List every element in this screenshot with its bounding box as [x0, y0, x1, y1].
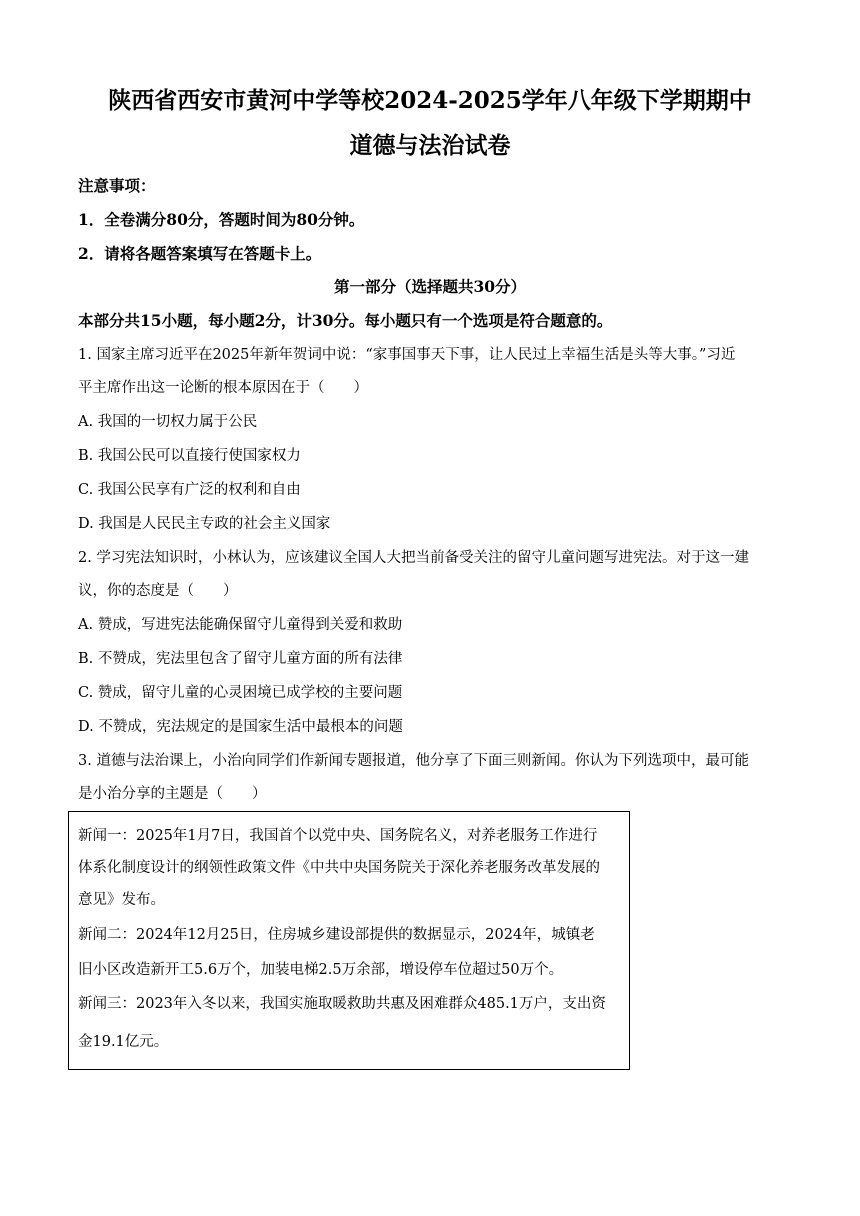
notice-heading: 注意事项： — [78, 176, 156, 195]
exam-title-line2: 道德与法治试卷 — [349, 132, 511, 159]
question-2-option-a: A. 赞成，写进宪法能确保留守儿童得到关爱和救助 — [78, 617, 403, 633]
question-1-option-c: C. 我国公民享有广泛的权利和自由 — [78, 482, 301, 498]
notice-item-1: 1．全卷满分80分，答题时间为80分钟。 — [78, 210, 365, 229]
question-1-stem-line2: 平主席作出这一论断的根本原因在于（ ） — [78, 380, 368, 396]
news-2-line1: 新闻二：2024年12月25日，住房城乡建设部提供的数据显示，2024年，城镇老 — [78, 927, 595, 943]
news-1-line3: 意见》发布。 — [78, 892, 165, 908]
question-2-option-d: D. 不赞成，宪法规定的是国家生活中最根本的问题 — [78, 719, 403, 735]
question-2-option-c: C. 赞成，留守儿童的心灵困境已成学校的主要问题 — [78, 685, 403, 701]
exam-title-line1: 陕西省西安市黄河中学等校2024-2025学年八年级下学期期中 — [108, 87, 752, 114]
question-3-stem-line1: 3. 道德与法治课上，小治向同学们作新闻专题报道，他分享了下面三则新闻。你认为下列选项中，最可能 — [78, 753, 749, 769]
question-3-stem-line2: 是小治分享的主题是（ ） — [78, 786, 267, 802]
question-1-option-b: B. 我国公民可以直接行使国家权力 — [78, 448, 301, 464]
news-1-line1: 新闻一：2025年1月7日，我国首个以党中央、国务院名义，对养老服务工作进行 — [78, 828, 598, 844]
notice-item-2: 2．请将各题答案填写在答题卡上。 — [78, 244, 322, 263]
question-2-stem-line1: 2. 学习宪法知识时，小林认为，应该建议全国人大把当前备受关注的留守儿童问题写进宪法。对于这一建 — [78, 550, 749, 566]
news-2-line2: 旧小区改造新开工5.6万个，加装电梯2.5万余部，增设停车位超过50万个。 — [78, 962, 564, 978]
news-3-line1: 新闻三：2023年入冬以来，我国实施取暖救助共惠及困难群众485.1万户，支出资 — [78, 996, 606, 1012]
part1-heading: 第一部分（选择题共30分） — [333, 277, 527, 296]
question-2-option-b: B. 不赞成，宪法里包含了留守儿童方面的所有法律 — [78, 651, 403, 667]
news-3-line2: 金19.1亿元。 — [78, 1034, 169, 1050]
news-1-line2: 体系化制度设计的纲领性政策文件《中共中央国务院关于深化养老服务改革发展的 — [78, 860, 600, 876]
question-1-option-a: A. 我国的一切权力属于公民 — [78, 414, 258, 430]
question-1-stem-line1: 1. 国家主席习近平在2025年新年贺词中说：“家事国事天下事，让人民过上幸福生活是头等大事。”习近 — [78, 347, 736, 363]
question-2-stem-line2: 议，你的态度是（ ） — [78, 583, 238, 599]
question-1-option-d: D. 我国是人民民主专政的社会主义国家 — [78, 516, 331, 532]
part1-instruction: 本部分共15小题，每小题2分，计30分。每小题只有一个选项是符合题意的。 — [78, 311, 613, 330]
news-box — [68, 811, 630, 1070]
